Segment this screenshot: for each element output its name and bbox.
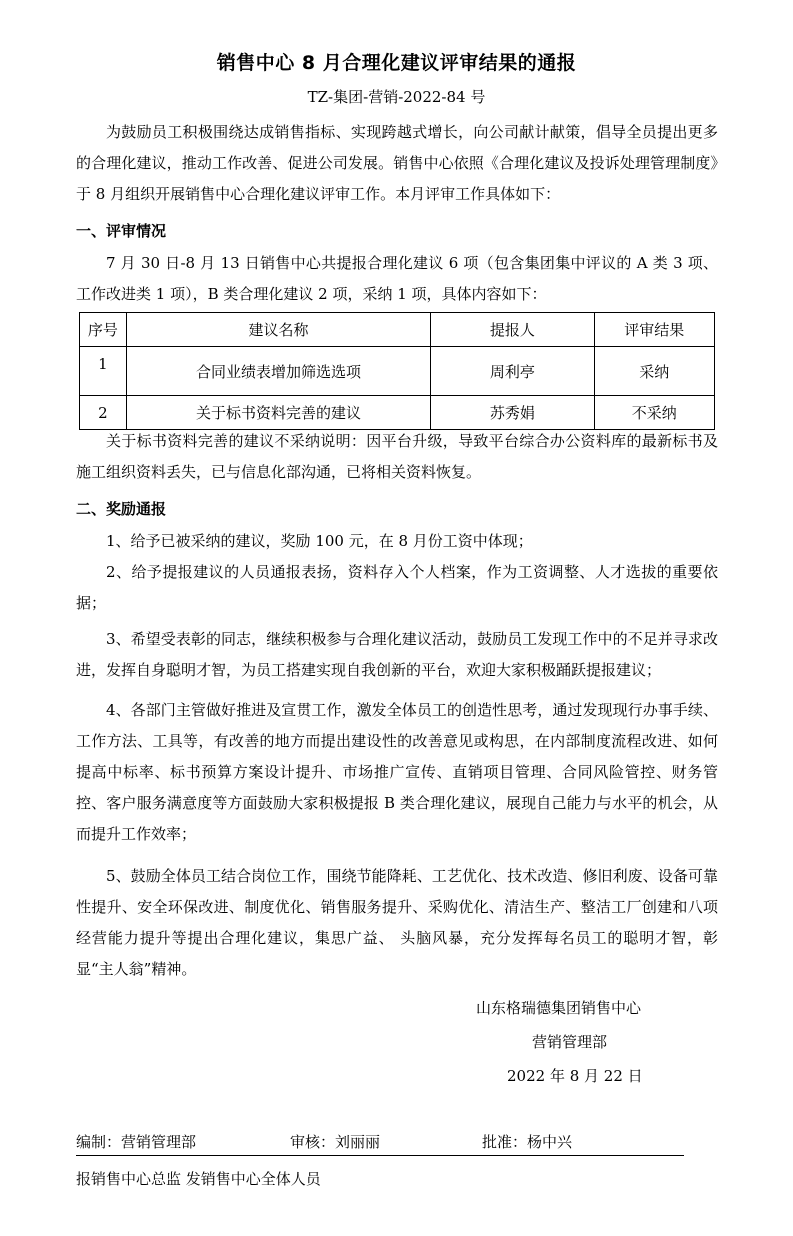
cell-name: 关于标书资料完善的建议 — [126, 396, 430, 430]
document-number: TZ-集团-营销-2022-84 号 — [307, 88, 486, 106]
reward-item-4: 4、各部门主管做好推进及宣贯工作，激发全体员工的创造性思考，通过发现现行办事手续、工作方法、工具等，有改善的地方而提出建设性的改善意见或构思，在内部制度流程改进、如何提高中标率、标书预算方案设计提升、市场推广宣传、直销项目管理、合同风险管控、财务管控、客户服务满意度等方面鼓励大家积极提报 B 类合理化建议，展现自己能力与水平的机会，从而提升工作效率； — [76, 701, 718, 843]
reward-item-3: 3、希望受表彰的同志，继续积极参与合理化建议活动，鼓励员工发现工作中的不足并寻求改进，发挥自身聪明才智，为员工搭建实现自我创新的平台，欢迎大家积极踊跃提报建议； — [76, 630, 718, 679]
cell-submitter: 苏秀娟 — [431, 396, 594, 430]
compiled-by: 编制：营销管理部 — [76, 1133, 197, 1151]
cell-result: 不采纳 — [594, 396, 714, 430]
table-header-row — [80, 313, 715, 347]
cell-number: 1 — [80, 347, 127, 396]
distribution-line: 报销售中心总监 发销售中心全体人员 — [76, 1170, 321, 1188]
document-title: 销售中心 8 月合理化建议评审结果的通报 — [216, 52, 577, 74]
rejection-note: 关于标书资料完善的建议不采纳说明：因平台升级，导致平台综合办公资料库的最新标书及施工组织资料丢失，已与信息化部沟通，已将相关资料恢复。 — [76, 432, 718, 481]
cell-submitter: 周利亭 — [431, 347, 594, 396]
approval-line — [76, 1131, 684, 1156]
review-table — [79, 312, 715, 430]
section1-heading: 一、评审情况 — [76, 222, 167, 240]
approved-by: 批准：杨中兴 — [482, 1133, 573, 1151]
reward-item-2: 2、给予提报建议的人员通报表扬，资料存入个人档案，作为工资调整、人才选拔的重要依据； — [76, 563, 718, 612]
table-row — [80, 347, 715, 396]
table-row — [80, 396, 715, 430]
header-cell-submitter: 提报人 — [431, 313, 594, 347]
header-cell-number: 序号 — [80, 313, 127, 347]
header-cell-result: 评审结果 — [594, 313, 714, 347]
section2-heading: 二、奖励通报 — [76, 500, 167, 518]
reviewed-by: 审核：刘丽丽 — [290, 1133, 381, 1151]
cell-number: 2 — [80, 396, 127, 430]
cell-name: 合同业绩表增加筛选选项 — [126, 347, 430, 396]
signature-department: 营销管理部 — [532, 1033, 608, 1051]
section1-paragraph: 7 月 30 日-8 月 13 日销售中心共提报合理化建议 6 项（包含集团集中评议的 A 类 3 项、工作改进类 1 项），B 类合理化建议 2 项，采纳 1 项，具体内容如下： — [76, 254, 718, 303]
reward-item-5: 5、鼓励全体员工结合岗位工作，围绕节能降耗、工艺优化、技术改造、修旧利废、设备可靠性提升、安全环保改进、制度优化、销售服务提升、采购优化、清洁生产、整洁工厂创建和八项经营能力提升等提出合理化建议，集思广益、 头脑风暴，充分发挥每名员工的聪明才智，彰显“主人翁”精神。 — [76, 867, 718, 978]
cell-result: 采纳 — [594, 347, 714, 396]
reward-item-1: 1、给予已被采纳的建议，奖励 100 元，在 8 月份工资中体现； — [106, 532, 533, 550]
intro-paragraph: 为鼓励员工积极围绕达成销售指标、实现跨越式增长，向公司献计献策，倡导全员提出更多的合理化建议，推动工作改善、促进公司发展。销售中心依照《合理化建议及投诉处理管理制度》于 8 月组织开展销售中心合理化建议评审工作。本月评审工作具体如下： — [76, 123, 718, 203]
header-cell-name: 建议名称 — [126, 313, 430, 347]
signature-date: 2022 年 8 月 22 日 — [507, 1067, 643, 1085]
signature-organization: 山东格瑞德集团销售中心 — [476, 999, 642, 1017]
